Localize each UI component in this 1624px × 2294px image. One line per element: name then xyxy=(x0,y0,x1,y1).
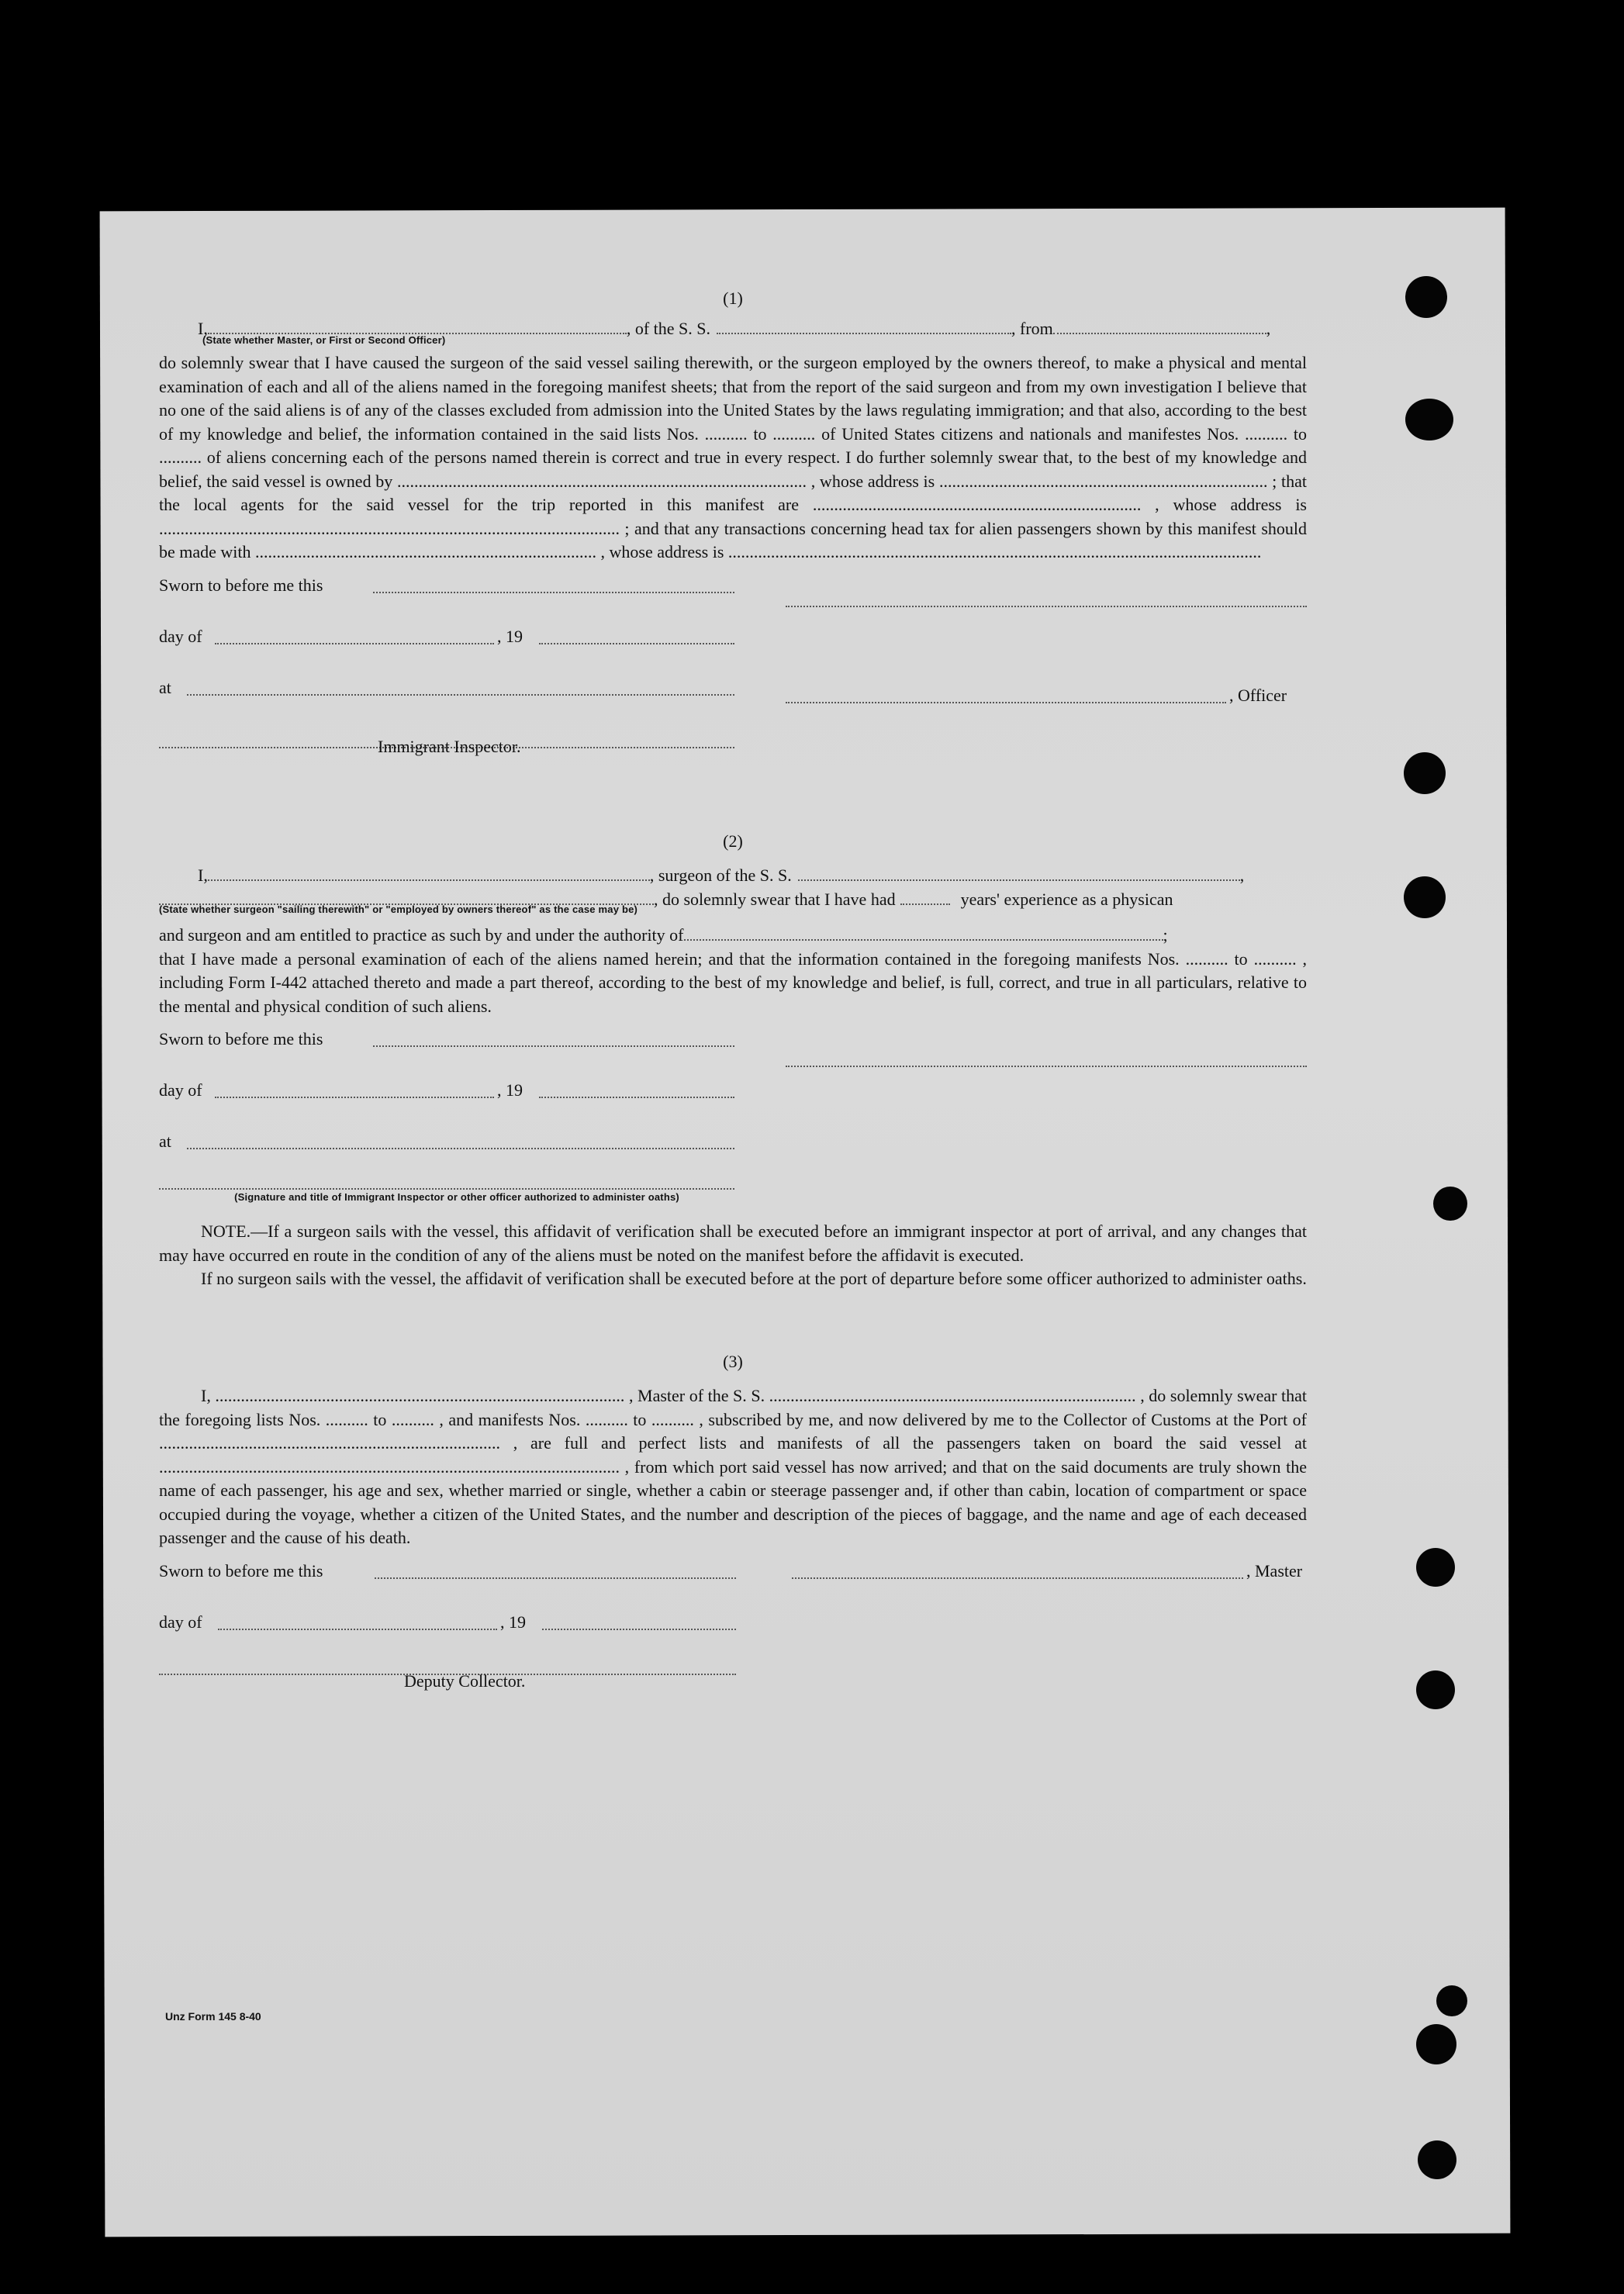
form-identifier: Unz Form 145 8-40 xyxy=(165,2010,261,2023)
year-field[interactable] xyxy=(539,1096,734,1098)
punch-hole xyxy=(1404,752,1446,794)
year-field[interactable] xyxy=(539,642,734,644)
punch-hole xyxy=(1404,876,1446,918)
at-field[interactable] xyxy=(187,1147,734,1149)
section-1-number: (1) xyxy=(723,288,743,308)
sworn-date-field[interactable] xyxy=(375,1577,736,1579)
officer-signature-field[interactable] xyxy=(786,605,1307,607)
day-of-field[interactable] xyxy=(218,1628,497,1630)
section-2-first-line xyxy=(159,864,1307,888)
surgeon-of-label: , surgeon of the S. S. xyxy=(649,865,792,885)
section-1-signatures xyxy=(159,574,1307,783)
authority-line xyxy=(159,924,1307,948)
year-label: , 19 xyxy=(500,1612,526,1632)
section-3-body: I, ................................................................................................ , Master of the S. S. ...................................................................................... , do solemnly swear that the foregoing lists Nos. .......... to .......... , and manifests Nos. .......... to .......... , subscribed by me, and now delivered by me to the Collector of Customs at the Port of ................................................................................ , are full and perfect lists and manifests of all the passengers taken on board the said vessel at ............................................................................................................ , from which port said vessel has now arrived; and that on the said documents are truly shown the name of each passenger, his age and sex, whether married or single, whether a cabin or steerage passenger and, if other than cabin, location of compartment or space occupied during the voyage, whether a citizen of the United States, and the number and description of the pieces of baggage, and the name and age of each deceased passenger and the cause of his death. xyxy=(159,1386,1307,1547)
sworn-label: Sworn to before me this xyxy=(159,575,323,595)
surgeon-name-field[interactable] xyxy=(208,879,650,881)
trail-comma: , xyxy=(1266,318,1271,338)
day-of-label: day of xyxy=(159,626,202,646)
officer-label: , Officer xyxy=(1229,685,1287,705)
year-label: , 19 xyxy=(497,1080,523,1100)
vessel-name-field[interactable] xyxy=(717,332,1011,334)
punch-hole xyxy=(1433,1187,1467,1221)
of-ss-label: , of the S. S. xyxy=(626,318,711,338)
authority-field[interactable] xyxy=(684,938,1163,941)
from-port-field[interactable] xyxy=(1053,332,1266,334)
from-label: , from xyxy=(1011,318,1053,338)
line-start: I, xyxy=(198,318,208,338)
note-2: If no surgeon sails with the vessel, the affidavit of verification shall be executed before at the port of departure before some officer authorized to administer oaths. xyxy=(201,1269,1307,1288)
punch-hole xyxy=(1416,2024,1456,2064)
day-of-label: day of xyxy=(159,1612,202,1632)
years-label: years' experience as a physican xyxy=(960,889,1173,909)
authority-label: and surgeon and am entitled to practice as such by and under the authority of xyxy=(159,925,684,945)
collector-label: Deputy Collector. xyxy=(404,1670,526,1691)
sworn-date-field[interactable] xyxy=(373,1045,734,1047)
master-signature-field[interactable] xyxy=(792,1577,1243,1579)
signature-note: (Signature and title of Immigrant Inspector or other officer authorized to administer oaths) xyxy=(234,1191,679,1203)
form-content xyxy=(159,287,1307,1730)
punch-hole xyxy=(1436,1985,1467,2016)
sworn-date-field[interactable] xyxy=(373,591,734,593)
at-label: at xyxy=(159,1131,171,1151)
state-officer-note: (State whether Master, or First or Second Officer) xyxy=(202,334,446,346)
section-2-signatures xyxy=(159,1028,1307,1214)
section-3-signatures xyxy=(159,1560,1307,1730)
section-1-body: do solemnly swear that I have caused the surgeon of the said vessel sailing therewith, or the surgeon employed by the owners thereof, to make a physical and mental examination of each and all of the aliens named in the foregoing manifest sheets; that from the report of the said surgeon and from my own investigation I believe that no one of the said aliens is of any of the classes excluded from admission into the United States by the laws regulating immigration; and that also, according to the best of my knowledge and belief, the information contained in the said lists Nos. .......... to .......... of United States citizens and nationals and manifestes Nos. .......... to .......... of aliens concerning each of the persons named therein is correct and true in every respect. I do further solemnly swear that, to the best of my knowledge and belief, the said vessel is owned by ................................................................................................ , whose address is ............................................................................. ; that the local agents for the said vessel for the trip reported in this manifest are ............................................................................. , whose address is ............................................................................................................ ; and that any transactions concerning head tax for alien passengers shown by this manifest should be made with ................................................................................ , whose address is ............................................................................................................................. xyxy=(159,353,1307,561)
inspector-signature-field[interactable] xyxy=(159,1187,734,1190)
punch-hole xyxy=(1416,1670,1455,1709)
punch-hole xyxy=(1405,276,1447,318)
punch-hole xyxy=(1405,399,1453,440)
master-label: , Master xyxy=(1246,1560,1303,1581)
section-2-body: that I have made a personal examination of each of the aliens named herein; and that the information contained in the foregoing manifests Nos. .......... to .......... , including Form I-442 attached thereto and made a part thereof, according to the best of my knowledge and belief, is full, correct, and true in all particulars, relative to the mental and physical condition of such aliens. xyxy=(159,948,1307,1016)
at-label: at xyxy=(159,677,171,697)
at-field[interactable] xyxy=(187,693,734,696)
semicolon: ; xyxy=(1163,925,1168,945)
year-label: , 19 xyxy=(497,626,523,646)
section-2-number: (2) xyxy=(723,831,743,851)
section-3-number: (3) xyxy=(723,1351,743,1371)
year-field[interactable] xyxy=(542,1628,736,1630)
years-field[interactable] xyxy=(900,903,950,905)
inspector-label: Immigrant Inspector. xyxy=(378,736,521,756)
punch-hole xyxy=(1416,1548,1455,1587)
day-of-field[interactable] xyxy=(215,1096,494,1098)
surgeon-status-note: (State whether surgeon "sailing therewith" or "employed by owners thereof" as the case may be) xyxy=(159,903,638,915)
sworn-label: Sworn to before me this xyxy=(159,1029,323,1049)
officer-title-field[interactable] xyxy=(786,701,1226,703)
vessel-name-field[interactable] xyxy=(798,879,1240,881)
day-of-label: day of xyxy=(159,1080,202,1100)
day-of-field[interactable] xyxy=(215,642,494,644)
note-1: NOTE.—If a surgeon sails with the vessel, this affidavit of verification shall be executed before an immigrant inspector at port of arrival, and any changes that may have occurred en route in the condition of any of the aliens must be noted on the manifest before the affidavit is executed. xyxy=(159,1221,1307,1265)
punch-hole xyxy=(1418,2140,1456,2179)
line-start: I, xyxy=(198,865,208,885)
sworn-label: Sworn to before me this xyxy=(159,1560,323,1581)
swear-label: , do solemnly swear that I have had xyxy=(654,889,896,909)
trail-comma: , xyxy=(1239,865,1245,885)
surgeon-signature-field[interactable] xyxy=(786,1065,1307,1067)
